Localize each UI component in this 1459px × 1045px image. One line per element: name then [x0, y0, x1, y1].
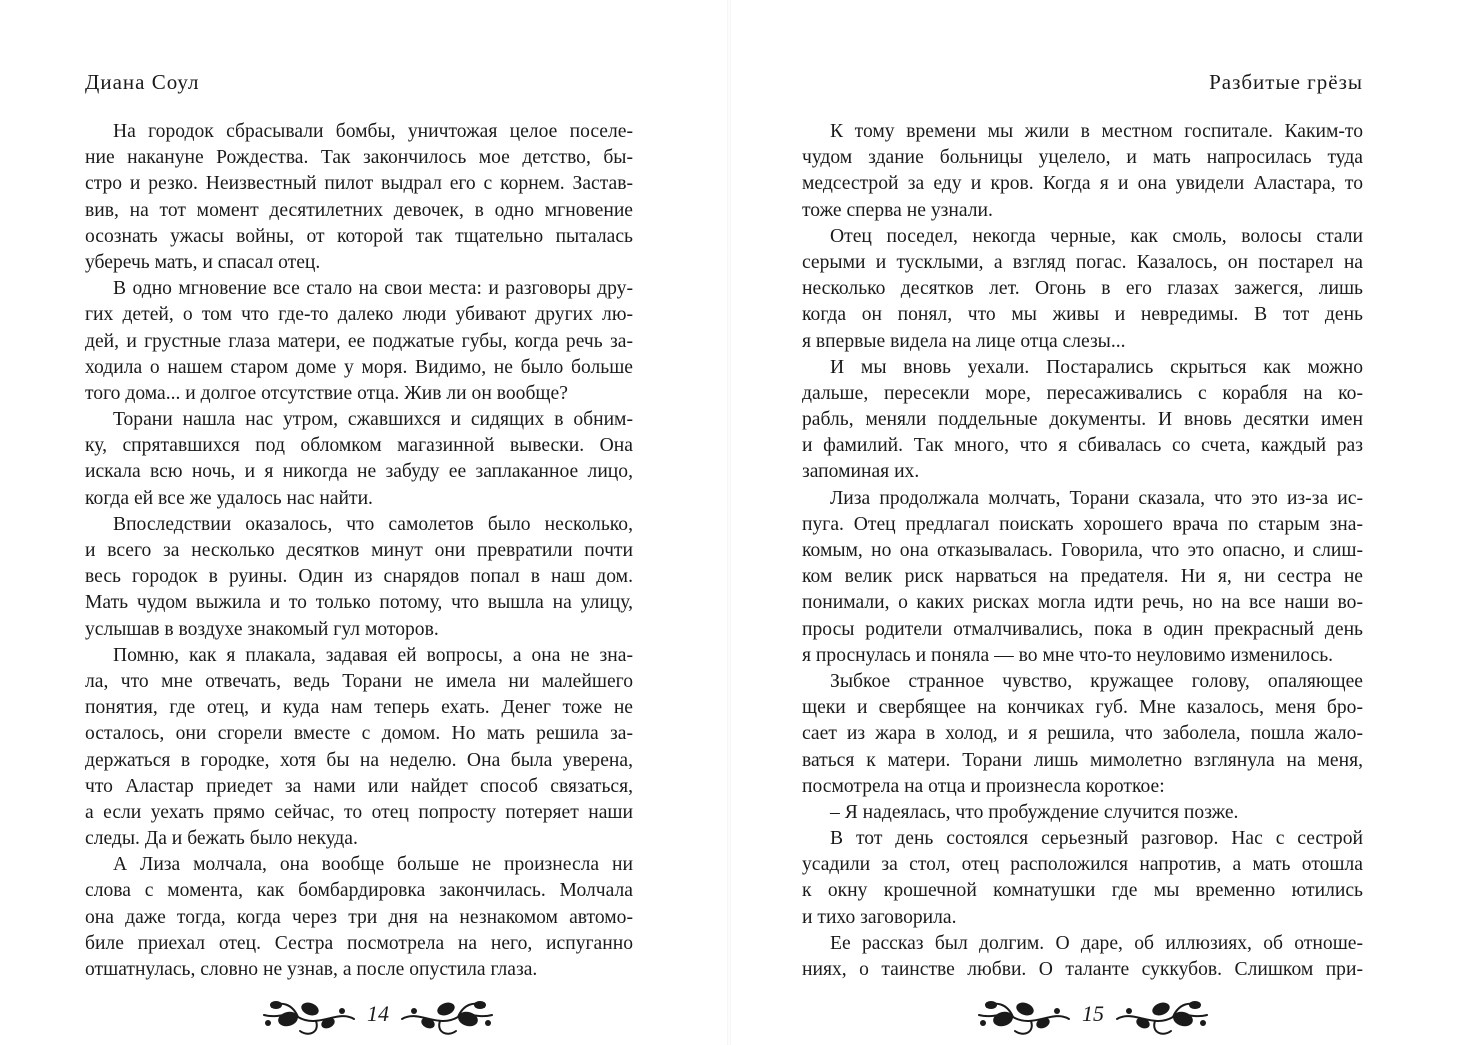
floral-vignette-icon [1113, 989, 1213, 1039]
text-line: Помню, как я плакала, задавая ей вопросы, а она не зна- [113, 644, 633, 666]
floral-vignette-icon [258, 989, 358, 1039]
text-line: стро и резко. Неизвестный пилот выдрал его с корнем. Застав- [85, 173, 633, 195]
text-line: биле приехал отец. Сестра посмотрела на него, испуганно [85, 932, 633, 954]
floral-vignette-icon [398, 989, 498, 1039]
text-line: к окну крошечной комнатушки где мы временно ютились [802, 880, 1363, 902]
text-line: чудом здание больницы уцелело, и мать напросилась туда [802, 147, 1363, 169]
text-line: что Аластар приедет за нами или найдет способ связаться, [85, 775, 633, 797]
text-line: Впоследствии оказалось, что самолетов было несколько, [113, 513, 633, 535]
page-number: 14 [367, 1001, 389, 1026]
text-line: Лиза продолжала молчать, Торани сказала, что это из-за ис- [830, 487, 1363, 509]
text-line: осознать ужасы войны, от которой так тщательно пыталась [85, 225, 633, 247]
text-line: и фамилий. Так много, что я сбивалась со счета, каждый раз [802, 435, 1363, 457]
text-line: сает из жара в холод, и я решила, что заболела, пошла жало- [802, 723, 1363, 745]
left-text-block [85, 119, 633, 983]
text-line: и тихо заговорила. [802, 906, 957, 928]
text-line: следы. Да и бежать было некуда. [85, 828, 358, 850]
right-text-block [802, 119, 1363, 983]
text-line: того дома... и долгое отсутствие отца. Жив ли он вообще? [85, 382, 568, 404]
text-line: ку, спрятавшихся под обломком магазинной вывески. Она [85, 435, 633, 457]
text-line: тоже сперва не узнали. [802, 199, 993, 221]
text-line: ниях, о таинстве любви. О таланте суккубов. Слишком при- [802, 959, 1363, 980]
text-line: вив, на тот момент десятилетних девочек, в одно мгновение [85, 199, 633, 221]
text-line: искала всю ночь, и я никогда не забуду ее заплаканное лицо, [85, 461, 633, 483]
right-folio [973, 984, 1213, 1044]
text-line: Отец поседел, некогда черные, как смоль, волосы стали [830, 225, 1363, 247]
text-line: ком велик риск нарваться на предателя. Ни я, ни сестра не [802, 566, 1363, 588]
text-line: услышав в воздухе знакомый гул моторов. [85, 618, 439, 640]
text-line: Торани нашла нас утром, сжавшихся и сидящих в обним- [113, 409, 633, 431]
right-page [729, 0, 1459, 1045]
text-line: усадили за стол, отец расположился напротив, а мать отошла [802, 854, 1363, 876]
left-page [0, 0, 729, 1045]
text-line: комым, но она отказывалась. Говорила, что это опасно, и слиш- [802, 540, 1363, 561]
running-head-author: Диана Соул [85, 70, 200, 94]
text-line: и всего за несколько десятков минут они превратили почти [85, 540, 633, 561]
text-line: несколько десятков лет. Огонь в его глазах зажегся, лишь [802, 278, 1363, 300]
text-line: ваться к матери. Торани лишь мимолетно взглянула на меня, [802, 749, 1363, 771]
text-line: серыми и тусклыми, а взгляд погас. Казалось, он постарел на [802, 251, 1363, 273]
text-line: ние накануне Рождества. Так закончилось мое детство, бы- [85, 147, 633, 169]
left-folio [258, 984, 498, 1044]
text-line: запоминая их. [802, 461, 920, 483]
text-line: она даже тогда, когда через три дня на незнакомом автомо- [85, 906, 633, 928]
text-line: гих детей, о том что где-то далеко люди убивают других лю- [85, 304, 633, 326]
text-line: слова с момента, как бомбардировка закончилась. Молчала [85, 880, 633, 902]
text-line: К тому времени мы жили в местном госпитале. Каким-то [830, 121, 1363, 142]
text-line: когда он понял, что мы живы и невредимы. В тот день [802, 304, 1363, 326]
running-head-title: Разбитые грёзы [1209, 70, 1363, 94]
text-line: я проснулась и поняла — во мне что-то неуловимо изменилось. [802, 644, 1334, 666]
text-line: Ее рассказ был долгим. О даре, об иллюзиях, об отноше- [830, 932, 1363, 954]
text-line: Мать чудом выжила и то только потому, что вышла на улицу, [85, 592, 633, 614]
text-line: просы родители отмалчивались, пока в один прекрасный день [802, 618, 1363, 640]
text-line: держаться в городке, хотя бы на неделю. Она была уверена, [85, 749, 633, 771]
text-line: когда ей все же удалось нас найти. [85, 487, 373, 509]
floral-vignette-icon [973, 989, 1073, 1039]
text-line: В тот день состоялся серьезный разговор. Нас с сестрой [830, 828, 1363, 850]
text-line: пуга. Отец предлагал поискать хорошего врача по старым зна- [802, 513, 1363, 535]
text-line: я впервые видела на лице отца слезы... [802, 330, 1126, 352]
text-line: На городок сбрасывали бомбы, уничтожая целое поселе- [113, 121, 633, 142]
text-line: ходила о нашем старом доме у моря. Видимо, не было больше [85, 356, 633, 378]
text-line: Зыбкое странное чувство, кружащее голову, опаляющее [830, 670, 1363, 692]
text-line: В одно мгновение все стало на свои места: и разговоры дру- [113, 278, 633, 300]
text-line: а если уехать прямо сейчас, то отец попросту потеряет наши [85, 801, 633, 823]
text-line: дальше, пересекли море, пересаживались с корабля на ко- [802, 382, 1363, 404]
page-number: 15 [1082, 1001, 1104, 1026]
text-line: щеки и свербящее на кончиках губ. Мне казалось, меня бро- [802, 697, 1363, 719]
text-line: уберечь мать, и спасал отец. [85, 251, 321, 273]
text-line: медсестрой за еду и кров. Когда я и она увидели Аластара, то [802, 173, 1363, 195]
text-line: понимали, о каких рисках могла идти речь, но на все наши во- [802, 592, 1363, 614]
text-line: дей, и грустные глаза матери, ее поджатые губы, когда речь за- [85, 330, 633, 352]
text-line: весь городок в руины. Один из снарядов попал в наш дом. [85, 566, 633, 588]
text-line: понятия, где отец, и куда нам теперь ехать. Денег тоже не [85, 697, 633, 719]
text-line: рабль, меняли поддельные документы. И вновь десятки имен [802, 409, 1363, 431]
text-line: ла, что мне отвечать, ведь Торани не имела ни малейшего [85, 670, 633, 692]
text-line: А Лиза молчала, она вообще больше не произнесла ни [113, 854, 633, 876]
text-line: И мы вновь уехали. Постарались скрыться как можно [830, 356, 1363, 378]
text-line: посмотрела на отца и произнесла короткое: [802, 775, 1165, 797]
text-line: осталось, они сгорели вместе с домом. Но мать решила за- [85, 723, 633, 745]
text-line: отшатнулась, словно не узнав, а после опустила глаза. [85, 959, 538, 980]
text-line: – Я надеялась, что пробуждение случится позже. [830, 801, 1239, 823]
